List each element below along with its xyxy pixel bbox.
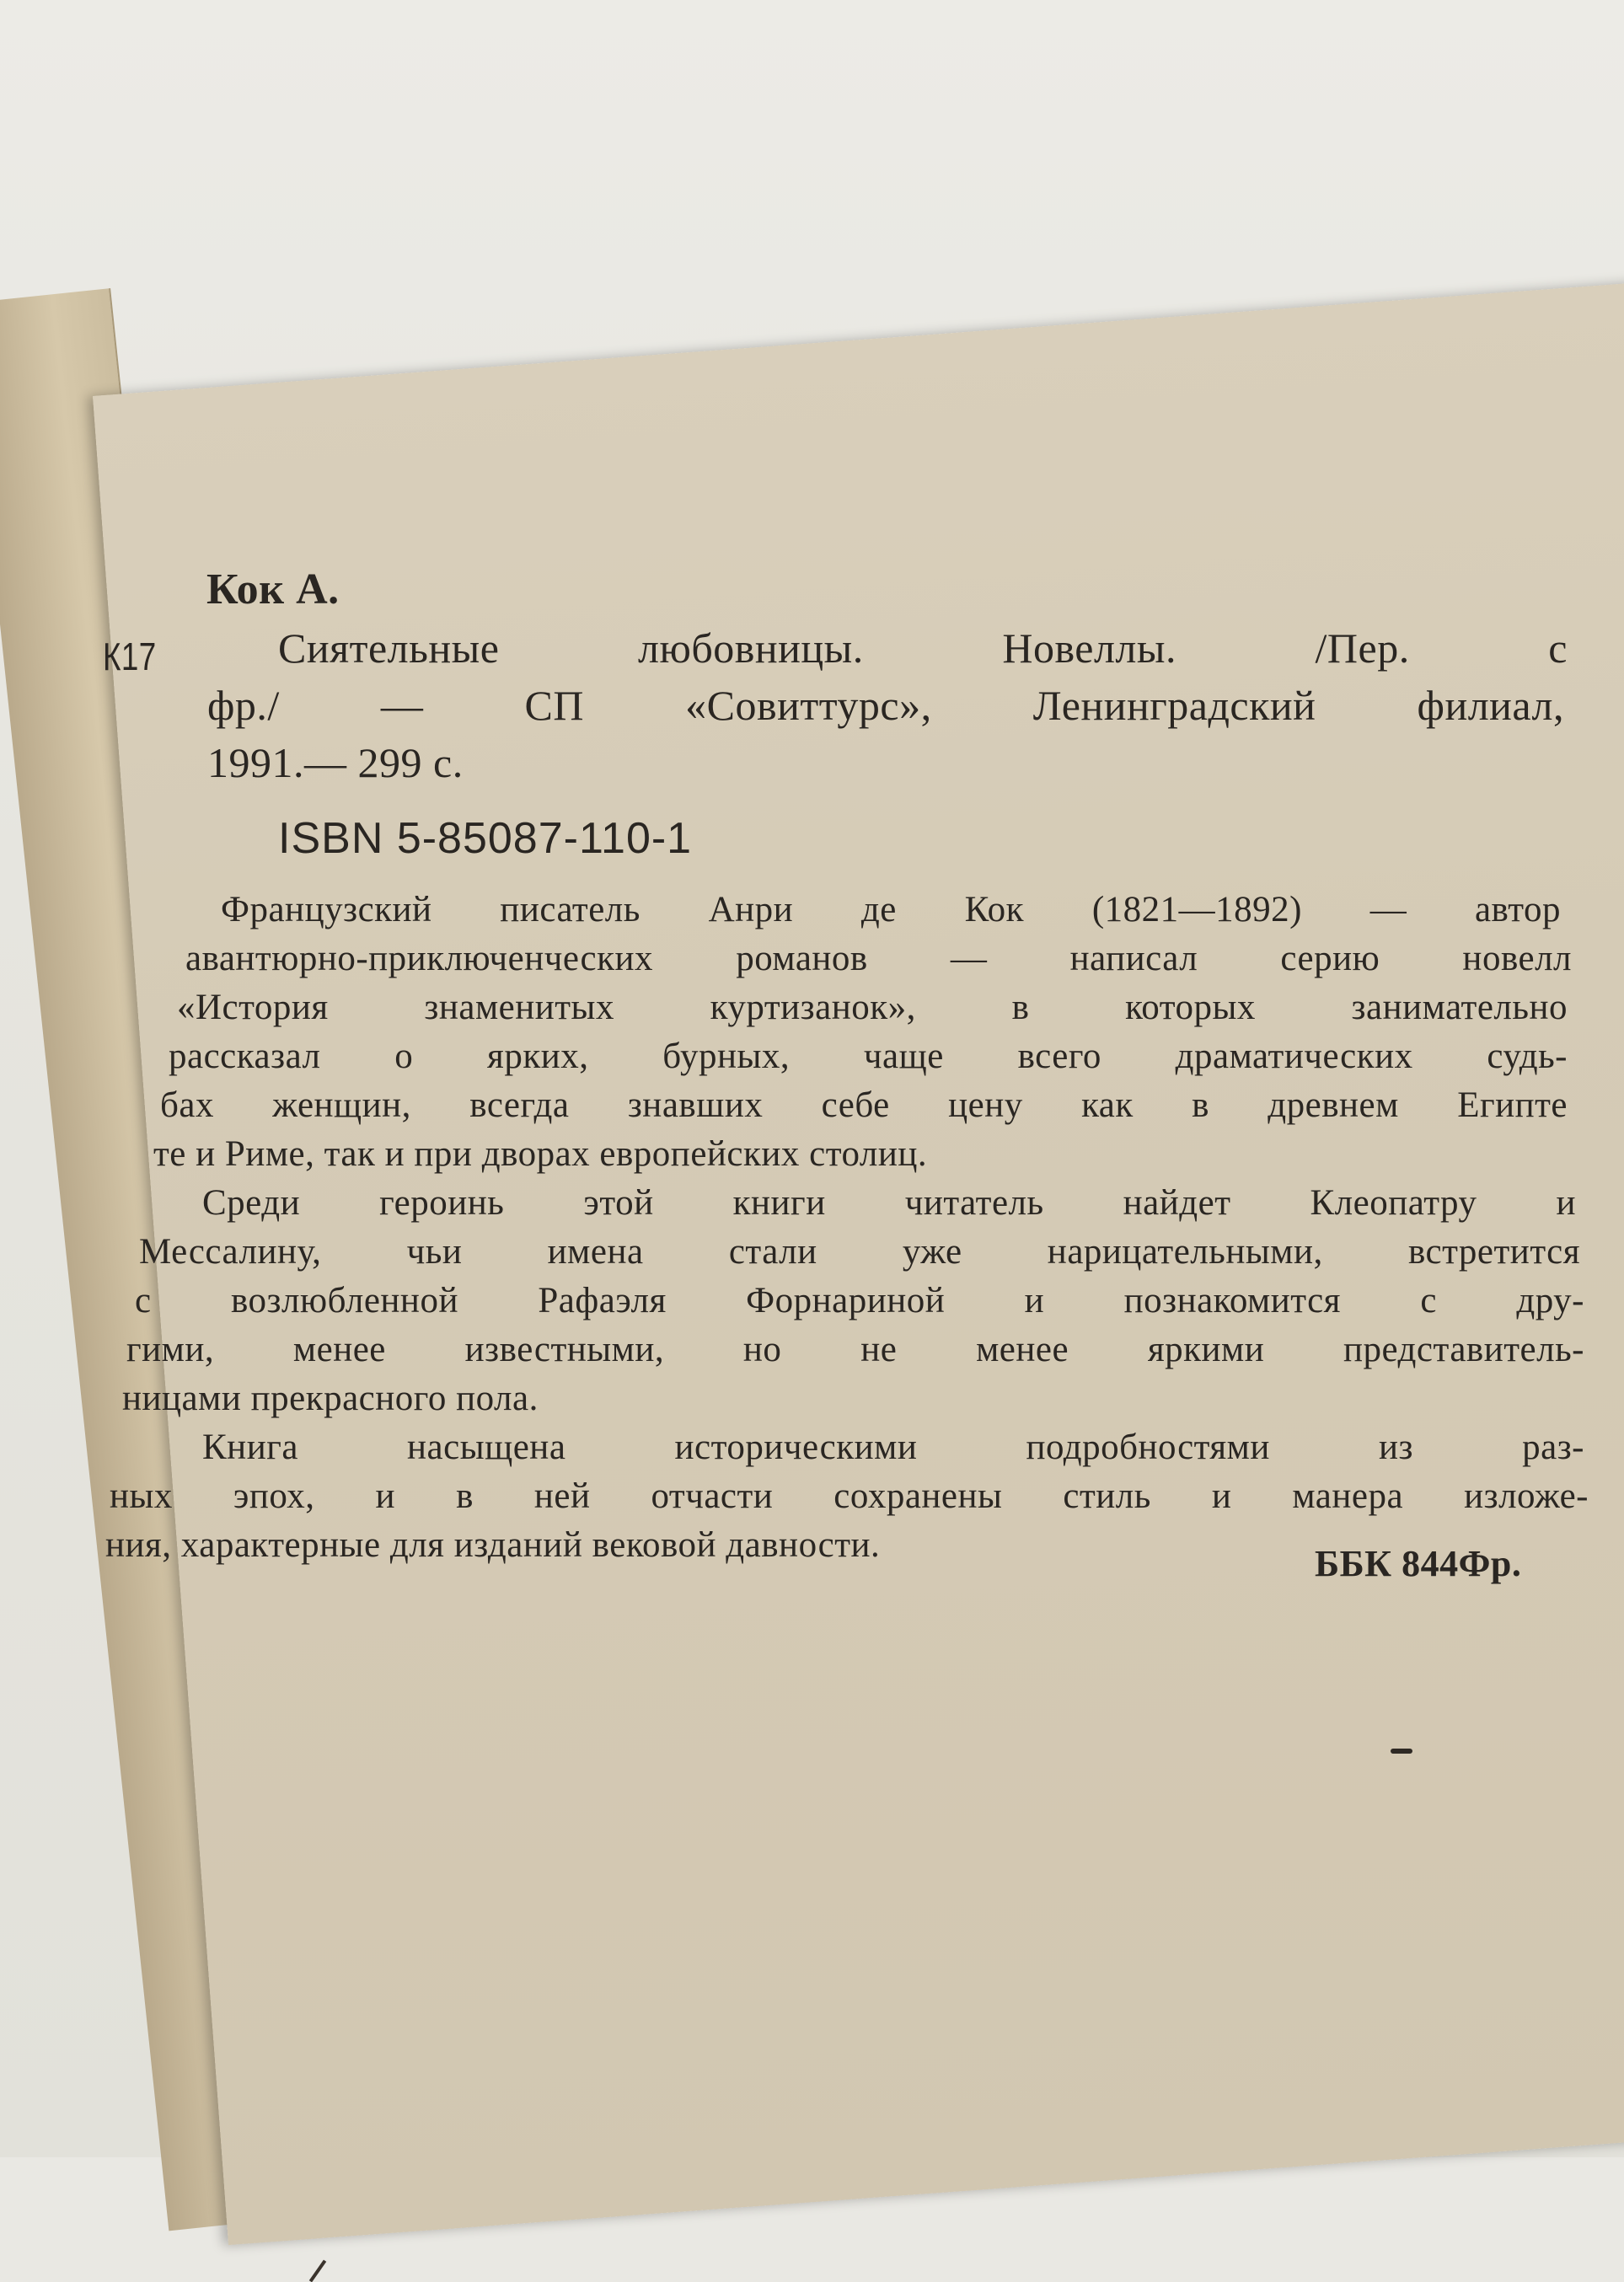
annotation-line: Мессалину, чьи имена стали уже нарицательными, встретится [139, 1232, 1580, 1272]
bbk-classification: ББК 844Фр. [1315, 1543, 1522, 1584]
author-code: К17 [103, 635, 157, 678]
annotation-line: ния, характерные для изданий вековой давности. [105, 1525, 881, 1565]
ink-dash [1391, 1749, 1412, 1754]
annotation-line: рассказал о ярких, бурных, чаще всего драматических судь- [169, 1037, 1568, 1076]
ink-mark [309, 2260, 326, 2282]
annotation-line: гими, менее известными, но не менее яркими представитель- [126, 1330, 1584, 1369]
isbn: ISBN 5-85087-110-1 [278, 814, 693, 863]
title-line-2: фр./ — СП «Совиттурс», Ленинградский филиал, [207, 682, 1564, 729]
author-name: Кок А. [206, 565, 340, 613]
annotation-line: Книга насыщена историческими подробностями из раз- [202, 1428, 1584, 1467]
annotation-line: Французский писатель Анри де Кок (1821—1892) — автор [221, 890, 1561, 929]
title-line-1: Сиятельные любовницы. Новеллы. /Пер. с [278, 624, 1568, 672]
annotation-line: авантюрно-приключенческих романов — написал серию новелл [185, 939, 1572, 978]
title-line-3: 1991.— 299 с. [207, 739, 464, 786]
annotation-line: бах женщин, всегда знавших себе цену как в древнем Египте [160, 1085, 1568, 1125]
annotation-line: ных эпох, и в ней отчасти сохранены стиль и манера изложе- [110, 1476, 1589, 1516]
annotation-line: ницами прекрасного пола. [122, 1379, 539, 1418]
annotation-line: те и Риме, так и при дворах европейских столиц. [153, 1134, 928, 1174]
annotation-line: с возлюбленной Рафаэля Форнариной и познакомится с дру- [135, 1281, 1584, 1320]
annotation-line: Среди героинь этой книги читатель найдет Клеопатру и [202, 1183, 1576, 1223]
annotation-line: «История знаменитых куртизанок», в которых занимательно [177, 988, 1568, 1027]
